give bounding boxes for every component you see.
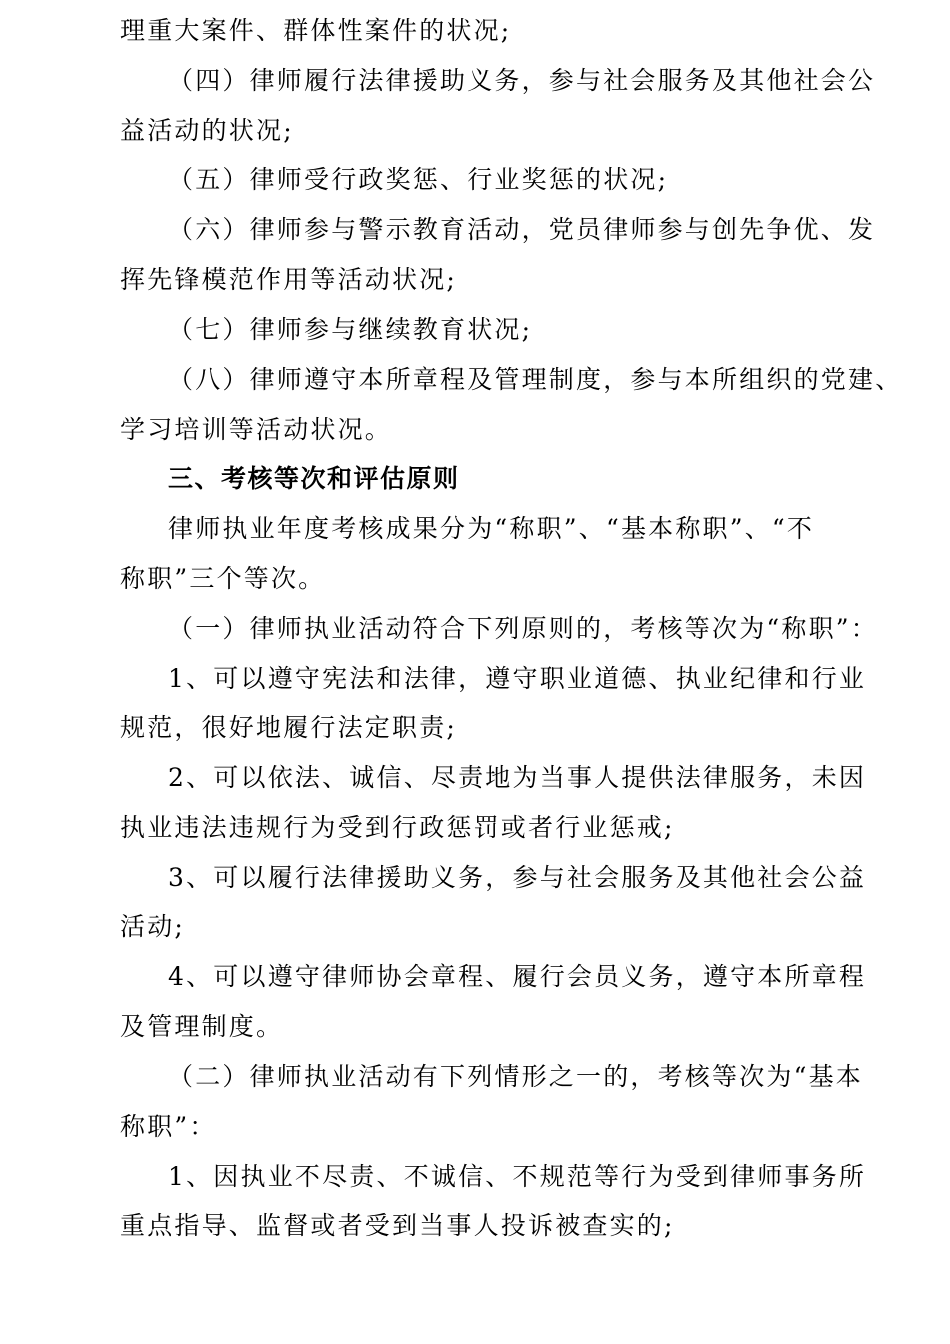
section-heading: 三、考核等次和评估原则 <box>168 464 460 493</box>
paragraph-line: （一）律师执业活动符合下列原则的，考核等次为“称职”： <box>168 614 878 643</box>
paragraph-line: 律师执业年度考核成果分为“称职”、“基本称职”、“不 <box>168 514 815 543</box>
paragraph-line: （二）律师执业活动有下列情形之一的，考核等次为“基本 <box>168 1062 863 1091</box>
paragraph-line: （六）律师参与警示教育活动，党员律师参与创先争优、发 <box>168 215 876 244</box>
paragraph-line: （五）律师受行政奖惩、行业奖惩的状况; <box>168 165 669 194</box>
paragraph-line: 称职”： <box>120 1112 217 1141</box>
paragraph-line: （四）律师履行法律援助义务，参与社会服务及其他社会公 <box>168 66 876 95</box>
paragraph-line: （八）律师遵守本所章程及管理制度，参与本所组织的党建、 <box>168 365 903 394</box>
paragraph-line: 益活动的状况; <box>120 116 294 145</box>
paragraph-line: 1、可以遵守宪法和法律，遵守职业道德、执业纪律和行业 <box>168 664 867 693</box>
paragraph-line: （七）律师参与继续教育状况; <box>168 315 533 344</box>
paragraph-line: 4、可以遵守律师协会章程、履行会员义务，遵守本所章程 <box>168 962 867 991</box>
paragraph-line: 及管理制度。 <box>120 1012 284 1041</box>
paragraph-line: 执业违法违规行为受到行政惩罚或者行业惩戒; <box>120 813 675 842</box>
paragraph-line: 3、可以履行法律援助义务，参与社会服务及其他社会公益 <box>168 863 867 892</box>
paragraph-line: 称职”三个等次。 <box>120 564 326 593</box>
paragraph-line: 2、可以依法、诚信、尽责地为当事人提供法律服务，未因 <box>168 763 867 792</box>
paragraph-line: 重点指导、监督或者受到当事人投诉被查实的; <box>120 1211 675 1240</box>
paragraph-line: 学习培训等活动状况。 <box>120 415 393 444</box>
paragraph-line: 挥先锋模范作用等活动状况; <box>120 265 458 294</box>
paragraph-line: 活动; <box>120 912 186 941</box>
paragraph-line: 规范，很好地履行法定职责; <box>120 713 458 742</box>
paragraph-line: 理重大案件、群体性案件的状况; <box>120 16 512 45</box>
paragraph-line: 1、因执业不尽责、不诚信、不规范等行为受到律师事务所 <box>168 1162 867 1191</box>
